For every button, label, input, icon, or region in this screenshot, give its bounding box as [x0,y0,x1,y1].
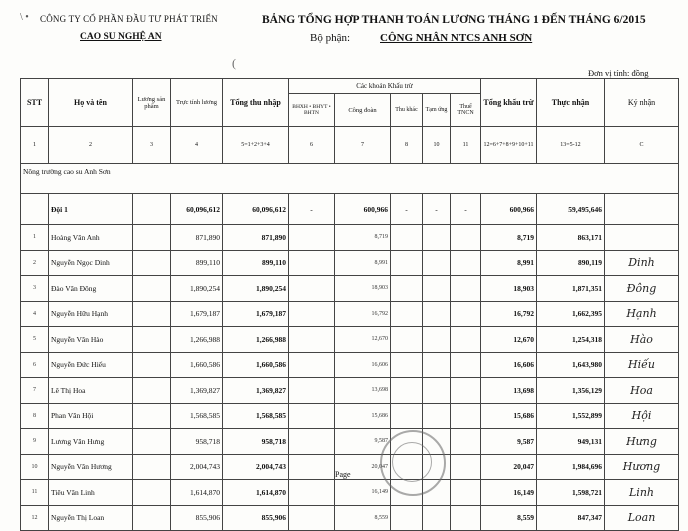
row-salary-product [133,301,171,327]
row-net: 1,254,318 [537,327,605,353]
row-stt: 2 [21,250,49,276]
col-sign: Ký nhận [605,79,679,127]
colnum: 8 [391,127,423,164]
row-stt: 5 [21,327,49,353]
team-other: - [391,194,423,225]
row-total-deduct: 12,670 [481,327,537,353]
row-total-deduct: 8,719 [481,225,537,251]
row-insurance [289,454,335,480]
row-total-salary: 1,679,187 [171,301,223,327]
row-name: Nguyễn Thị Loan [49,505,133,531]
row-signature: Linh [605,480,679,506]
row-total-income: 1,369,827 [223,378,289,404]
row-net: 890,119 [537,250,605,276]
col-total-deduct: Tổng khấu trừ [481,79,537,127]
row-union: 9,587 [335,429,391,455]
row-tax [451,301,481,327]
department-name: CÔNG NHÂN NTCS ANH SƠN [380,32,533,44]
team-total-deduct: 600,966 [481,194,537,225]
colnum: 12=6+7+8+9+10+11 [481,127,537,164]
row-union: 16,606 [335,352,391,378]
row-insurance [289,429,335,455]
row-tax [451,480,481,506]
corner-mark: \ • [20,12,29,23]
row-net: 863,171 [537,225,605,251]
colnum: 2 [49,127,133,164]
row-name: Hoàng Văn Anh [49,225,133,251]
row-name: Tiêu Văn Linh [49,480,133,506]
row-insurance [289,505,335,531]
row-total-income: 1,890,254 [223,276,289,302]
row-name: Nguyễn Văn Hương [49,454,133,480]
row-total-income: 1,266,988 [223,327,289,353]
team-advance: - [423,194,451,225]
row-stt: 3 [21,276,49,302]
stamp-inner-ring [392,442,432,482]
row-total-salary: 1,660,586 [171,352,223,378]
row-net: 847,347 [537,505,605,531]
row-total-salary: 2,004,743 [171,454,223,480]
row-salary-product [133,480,171,506]
row-advance [423,327,451,353]
row-signature: Hiếu [605,352,679,378]
table-row [21,378,679,404]
row-total-deduct: 13,698 [481,378,537,404]
row-stt: 12 [21,505,49,531]
col-union: Công đoàn [335,94,391,127]
row-name: Nguyễn Văn Hào [49,327,133,353]
row-salary-product [133,378,171,404]
row-advance [423,250,451,276]
row-salary-product [133,352,171,378]
row-union: 8,559 [335,505,391,531]
col-total-income: Tổng thu nhập [223,79,289,127]
row-union: 18,903 [335,276,391,302]
row-total-salary: 899,110 [171,250,223,276]
row-net: 1,552,899 [537,403,605,429]
company-name-line2: CAO SU NGHỆ AN [80,32,162,42]
row-salary-product [133,505,171,531]
row-net: 1,662,395 [537,301,605,327]
table-row [21,250,679,276]
row-name: Lương Văn Hưng [49,429,133,455]
row-signature: Hội [605,403,679,429]
row-advance [423,276,451,302]
row-insurance [289,378,335,404]
row-total-income: 958,718 [223,429,289,455]
column-number-row [21,127,679,164]
row-union: 13,698 [335,378,391,404]
team-total-salary: 60,096,612 [171,194,223,225]
row-salary-product [133,403,171,429]
section-row [21,164,679,194]
row-total-deduct: 9,587 [481,429,537,455]
row-total-salary: 871,890 [171,225,223,251]
page-label: Page [335,470,351,479]
col-advance: Tạm ứng [423,94,451,127]
row-stt: 7 [21,378,49,404]
row-net: 949,131 [537,429,605,455]
row-total-deduct: 18,903 [481,276,537,302]
row-signature: Hưng [605,429,679,455]
row-total-income: 899,110 [223,250,289,276]
employee-rows [21,225,679,531]
col-total-salary: Trực tính lương [171,79,223,127]
row-stt: 11 [21,480,49,506]
row-tax [451,429,481,455]
scan-mark: ( [232,56,236,70]
row-signature: Loan [605,505,679,531]
row-stt: 8 [21,403,49,429]
team-insurance: - [289,194,335,225]
row-total-salary: 1,369,827 [171,378,223,404]
table-row [21,276,679,302]
col-net: Thực nhận [537,79,605,127]
row-advance [423,301,451,327]
row-insurance [289,352,335,378]
row-union: 20,047 [335,454,391,480]
table-row [21,429,679,455]
row-total-deduct: 20,047 [481,454,537,480]
col-stt: STT [21,79,49,127]
col-salary-product: Lương sản phẩm [133,79,171,127]
row-other [391,378,423,404]
table-row [21,327,679,353]
row-total-salary: 1,266,988 [171,327,223,353]
row-total-income: 1,614,870 [223,480,289,506]
table-row [21,505,679,531]
team-name: Đội 1 [49,194,133,225]
row-salary-product [133,429,171,455]
row-tax [451,454,481,480]
row-union: 8,719 [335,225,391,251]
row-net: 1,643,980 [537,352,605,378]
col-insurance: BHXH • BHYT • BHTN [289,94,335,127]
row-signature [605,225,679,251]
row-advance [423,225,451,251]
colnum: 1 [21,127,49,164]
row-total-deduct: 15,686 [481,403,537,429]
colnum: 13=5-12 [537,127,605,164]
table-row [21,301,679,327]
row-name: Nguyễn Ngọc Dinh [49,250,133,276]
row-advance [423,505,451,531]
row-name: Đào Văn Đông [49,276,133,302]
row-name: Lê Thị Hoa [49,378,133,404]
col-deductions-group: Các khoản Khấu trừ [289,79,481,94]
row-total-salary: 1,568,585 [171,403,223,429]
section-title: Nông trường cao su Anh Sơn [21,164,679,194]
row-union: 12,670 [335,327,391,353]
row-stt: 4 [21,301,49,327]
row-insurance [289,480,335,506]
row-tax [451,276,481,302]
company-stamp [380,430,446,496]
document-title: BẢNG TỔNG HỢP THANH TOÁN LƯƠNG THÁNG 1 ĐẾN THÁNG 6/2015 [262,14,646,26]
row-salary-product [133,250,171,276]
row-total-income: 871,890 [223,225,289,251]
row-union: 15,686 [335,403,391,429]
row-net: 1,356,129 [537,378,605,404]
colnum: 11 [451,127,481,164]
row-signature: Hoa [605,378,679,404]
row-tax [451,352,481,378]
row-name: Nguyễn Đức Hiếu [49,352,133,378]
colnum: 3 [133,127,171,164]
row-total-income: 1,568,585 [223,403,289,429]
payroll-table [20,78,679,531]
row-other [391,352,423,378]
colnum: 10 [423,127,451,164]
table-row [21,480,679,506]
row-other [391,327,423,353]
row-salary-product [133,454,171,480]
row-union: 16,149 [335,480,391,506]
table-row [21,403,679,429]
row-total-salary: 1,890,254 [171,276,223,302]
row-salary-product [133,225,171,251]
row-insurance [289,403,335,429]
row-tax [451,403,481,429]
row-other [391,225,423,251]
col-other: Thu khác [391,94,423,127]
row-other [391,276,423,302]
row-signature: Dinh [605,250,679,276]
table-row [21,225,679,251]
row-insurance [289,301,335,327]
currency-unit: Đơn vị tính: đồng [588,68,649,78]
team-tax: - [451,194,481,225]
row-union: 16,792 [335,301,391,327]
row-signature: Đông [605,276,679,302]
row-advance [423,352,451,378]
row-union: 8,991 [335,250,391,276]
team-union: 600,966 [335,194,391,225]
row-insurance [289,225,335,251]
row-stt: 6 [21,352,49,378]
team-net: 59,495,646 [537,194,605,225]
row-signature: Hào [605,327,679,353]
row-net: 1,871,351 [537,276,605,302]
colnum: 7 [335,127,391,164]
row-advance [423,403,451,429]
colnum: 6 [289,127,335,164]
row-advance [423,378,451,404]
row-tax [451,250,481,276]
row-total-deduct: 8,991 [481,250,537,276]
colnum: 4 [171,127,223,164]
row-signature: Hạnh [605,301,679,327]
row-tax [451,378,481,404]
row-total-deduct: 16,606 [481,352,537,378]
col-name: Họ và tên [49,79,133,127]
row-name: Phan Văn Hội [49,403,133,429]
row-tax [451,327,481,353]
row-stt: 9 [21,429,49,455]
row-total-deduct: 8,559 [481,505,537,531]
company-name-line1: CÔNG TY CỔ PHẦN ĐẦU TƯ PHÁT TRIỂN [40,14,218,24]
row-stt: 1 [21,225,49,251]
row-total-income: 855,906 [223,505,289,531]
department-label: Bộ phận: [310,32,351,44]
row-insurance [289,250,335,276]
row-other [391,403,423,429]
row-insurance [289,327,335,353]
row-total-salary: 958,718 [171,429,223,455]
colnum: 5=1+2+3+4 [223,127,289,164]
team-total-income: 60,096,612 [223,194,289,225]
row-net: 1,598,721 [537,480,605,506]
row-signature: Hương [605,454,679,480]
header-row-1 [21,79,679,94]
row-stt: 10 [21,454,49,480]
row-salary-product [133,327,171,353]
row-salary-product [133,276,171,302]
row-total-salary: 1,614,870 [171,480,223,506]
row-net: 1,984,696 [537,454,605,480]
row-insurance [289,276,335,302]
row-total-income: 2,004,743 [223,454,289,480]
row-total-income: 1,660,586 [223,352,289,378]
row-name: Nguyễn Hữu Hạnh [49,301,133,327]
row-total-deduct: 16,149 [481,480,537,506]
row-tax [451,505,481,531]
row-other [391,301,423,327]
col-tax: Thuế TNCN [451,94,481,127]
row-total-income: 1,679,187 [223,301,289,327]
row-other [391,250,423,276]
team-total-row [21,194,679,225]
table-row [21,352,679,378]
row-other [391,505,423,531]
row-total-deduct: 16,792 [481,301,537,327]
colnum: C [605,127,679,164]
row-total-salary: 855,906 [171,505,223,531]
row-tax [451,225,481,251]
